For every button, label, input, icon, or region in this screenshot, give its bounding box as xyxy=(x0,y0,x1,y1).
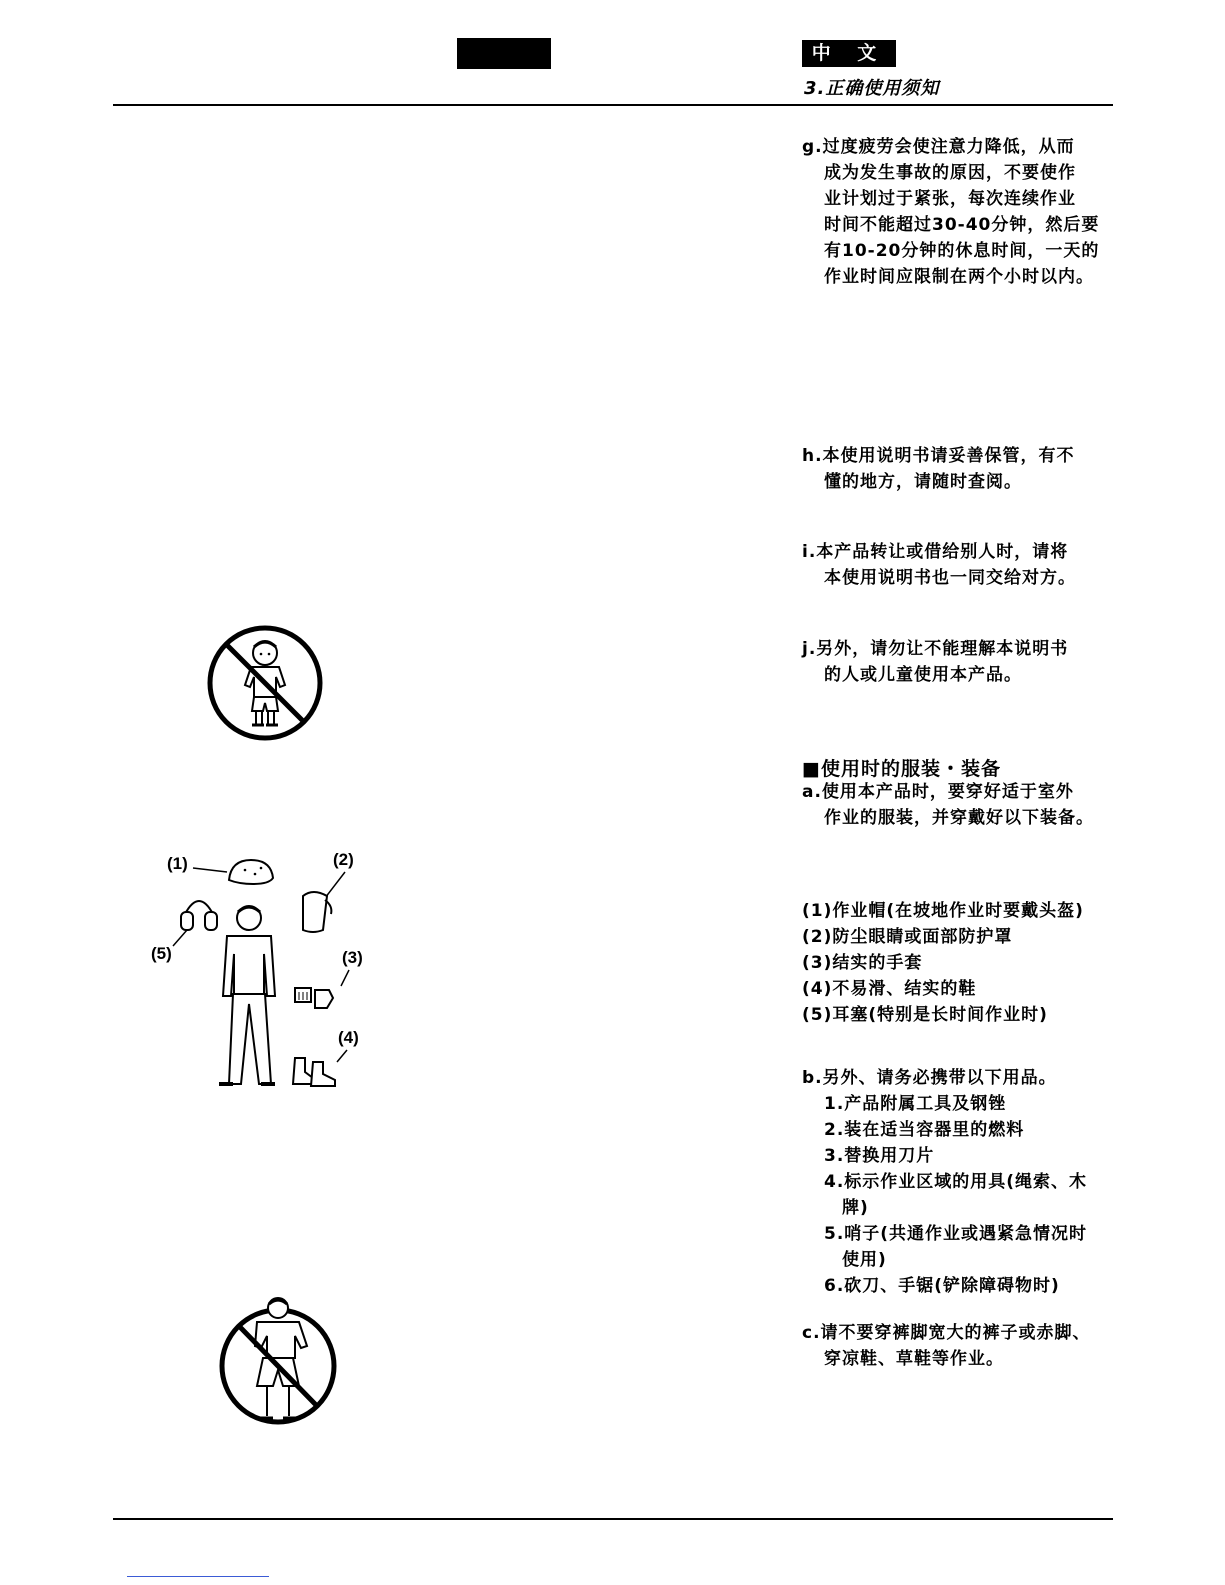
clothing-heading: ■使用时的服装・装备 xyxy=(802,758,1001,780)
paragraph-line: 业计划过于紧张，每次连续作业 xyxy=(824,189,1076,209)
list-item: 6.砍刀、手锯(铲除障碍物时) xyxy=(824,1276,1060,1296)
paragraph-i xyxy=(802,539,1120,591)
equipment-figure xyxy=(145,848,385,1118)
paragraph-line: g.过度疲劳会使注意力降低，从而 xyxy=(802,137,1075,157)
footer-link-underline xyxy=(127,1576,269,1577)
bottom-rule xyxy=(113,1518,1113,1520)
black-tab xyxy=(457,38,551,69)
list-item: (4)不易滑、结实的鞋 xyxy=(802,979,977,999)
list-item: 使用) xyxy=(842,1250,887,1270)
list-item: 5.哨子(共通作业或遇紧急情况时 xyxy=(824,1224,1088,1244)
paragraph-line: 的人或儿童使用本产品。 xyxy=(824,665,1022,685)
worker-figure xyxy=(219,906,275,1084)
label-5: (5) xyxy=(151,944,172,963)
equipment-drawing xyxy=(145,848,385,1118)
paragraph-line: b.另外、请务必携带以下用品。 xyxy=(802,1068,1057,1088)
paragraph-line: j.另外，请勿让不能理解本说明书 xyxy=(802,639,1069,659)
no-improper-clothing-icon xyxy=(213,1294,343,1434)
list-item: 牌) xyxy=(842,1198,869,1218)
list-item: 1.产品附属工具及钢锉 xyxy=(824,1094,1007,1114)
paragraph-line: c.请不要穿裤脚宽大的裤子或赤脚、 xyxy=(802,1323,1091,1343)
paragraph-line: 本使用说明书也一同交给对方。 xyxy=(824,568,1076,588)
section-title: 3.正确使用须知 xyxy=(804,78,940,99)
equipment-list xyxy=(802,898,1120,1028)
list-item: 3.替换用刀片 xyxy=(824,1146,935,1166)
paragraph-line: 有10-20分钟的休息时间，一天的 xyxy=(824,241,1100,261)
no-children-icon xyxy=(205,623,325,743)
paragraph-line: 穿凉鞋、草鞋等作业。 xyxy=(824,1349,1004,1369)
paragraph-line: 时间不能超过30-40分钟，然后要 xyxy=(824,215,1100,235)
label-4: (4) xyxy=(338,1028,359,1047)
earmuffs-icon xyxy=(181,901,217,930)
boots-icon xyxy=(293,1058,335,1086)
label-1: (1) xyxy=(167,854,188,873)
list-item: (5)耳塞(特别是长时间作业时) xyxy=(802,1005,1048,1025)
label-2: (2) xyxy=(333,850,354,869)
list-item: (2)防尘眼睛或面部防护罩 xyxy=(802,927,1013,947)
paragraph-line: 作业的服装，并穿戴好以下装备。 xyxy=(824,808,1094,828)
paragraph-j xyxy=(802,636,1120,688)
list-item: (1)作业帽(在坡地作业时要戴头盔) xyxy=(802,901,1084,921)
paragraph-line: h.本使用说明书请妥善保管，有不 xyxy=(802,446,1075,466)
label-3: (3) xyxy=(342,948,363,967)
paragraph-g xyxy=(802,134,1120,290)
clothing-b xyxy=(802,1065,1120,1299)
paragraph-line: a.使用本产品时，要穿好适于室外 xyxy=(802,782,1074,802)
face-shield-icon xyxy=(303,892,327,932)
clothing-c xyxy=(802,1320,1120,1372)
paragraph-line: i.本产品转让或借给别人时，请将 xyxy=(802,542,1069,562)
gloves-icon xyxy=(295,988,333,1008)
list-item: 2.装在适当容器里的燃料 xyxy=(824,1120,1025,1140)
top-rule xyxy=(113,104,1113,106)
language-badge: 中 文 xyxy=(802,40,896,67)
list-item: (3)结实的手套 xyxy=(802,953,923,973)
paragraph-h xyxy=(802,443,1120,495)
paragraph-line: 懂的地方，请随时查阅。 xyxy=(824,472,1022,492)
paragraph-line: 作业时间应限制在两个小时以内。 xyxy=(824,267,1094,287)
list-item: 4.标示作业区域的用具(绳索、木 xyxy=(824,1172,1088,1192)
helmet-icon xyxy=(229,860,273,884)
paragraph-line: 成为发生事故的原因，不要使作 xyxy=(824,163,1076,183)
clothing-a xyxy=(802,779,1120,831)
